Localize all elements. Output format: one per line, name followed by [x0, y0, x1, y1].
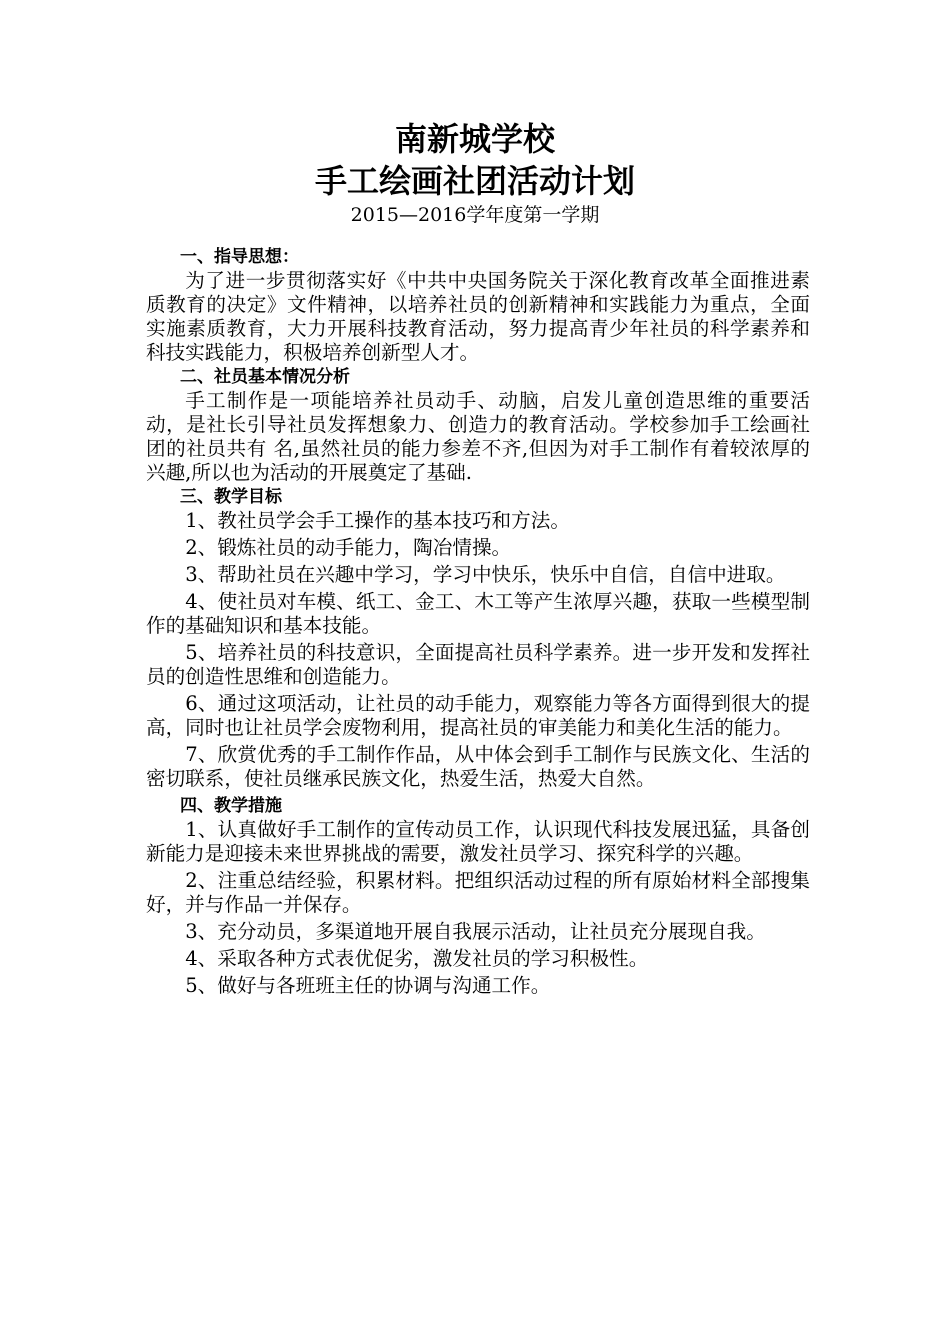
term-subtitle: 2015—2016学年度第一学期: [350, 204, 600, 226]
list-item: 7、欣赏优秀的手工制作作品，从中体会到手工制作与民族文化、生活的密切联系，使社员继承民族文化，热爱生活，热爱大自然。: [146, 743, 810, 790]
list-item: 1、教社员学会手工操作的基本技巧和方法。: [185, 509, 570, 532]
list-item: 2、注重总结经验，积累材料。把组织活动过程的所有原始材料全部搜集好，并与作品一并保存。: [146, 869, 810, 916]
school-name: 南新城学校: [394, 120, 555, 158]
list-item: 5、做好与各班班主任的协调与沟通工作。: [185, 974, 551, 997]
list-item: 4、采取各种方式表优促劣，激发社员的学习积极性。: [185, 947, 649, 970]
section-heading-teaching-measures: 四、教学措施: [180, 796, 282, 816]
list-item: 1、认真做好手工制作的宣传动员工作，认识现代科技发展迅猛，具备创新能力是迎接未来世界挑战的需要，激发社员学习、探究科学的兴趣。: [146, 818, 810, 865]
section-heading-member-analysis: 二、社员基本情况分析: [180, 367, 350, 387]
section-heading-guiding-ideology: 一、指导思想：: [180, 247, 299, 267]
list-item: 3、充分动员，多渠道地开展自我展示活动，让社员充分展现自我。: [185, 920, 766, 943]
list-item: 2、锻炼社员的动手能力，陶冶情操。: [185, 536, 512, 559]
paragraph-member-analysis: 手工制作是一项能培养社员动手、动脑，启发儿童创造思维的重要活动，是社长引导社员发挥想象力、创造力的教育活动。学校参加手工绘画社团的社员共有 名,虽然社员的能力参差不齐,但因为对手工制作有着较浓厚的兴趣,所以也为活动的开展奠定了基础.: [146, 389, 810, 484]
paragraph-guiding-ideology: 为了进一步贯彻落实好《中共中央国务院关于深化教育改革全面推进素质教育的决定》文件精神，以培养社员的创新精神和实践能力为重点，全面实施素质教育，大力开展科技教育活动，努力提高青少年社员的科学素养和科技实践能力，积极培养创新型人才。: [146, 269, 810, 364]
list-item: 3、帮助社员在兴趣中学习，学习中快乐，快乐中自信，自信中进取。: [185, 563, 786, 586]
list-item: 4、使社员对车模、纸工、金工、木工等产生浓厚兴趣，获取一些模型制作的基础知识和基本技能。: [146, 590, 810, 637]
list-item: 6、通过这项活动，让社员的动手能力，观察能力等各方面得到很大的提高，同时也让社员学会废物利用，提高社员的审美能力和美化生活的能力。: [146, 692, 810, 739]
section-heading-teaching-goals: 三、教学目标: [180, 487, 282, 507]
title-block: [0, 118, 950, 228]
document-body: [146, 245, 810, 1001]
document-title: 手工绘画社团活动计划: [314, 162, 635, 200]
list-item: 5、培养社员的科技意识，全面提高社员科学素养。进一步开发和发挥社员的创造性思维和创造能力。: [146, 641, 810, 688]
